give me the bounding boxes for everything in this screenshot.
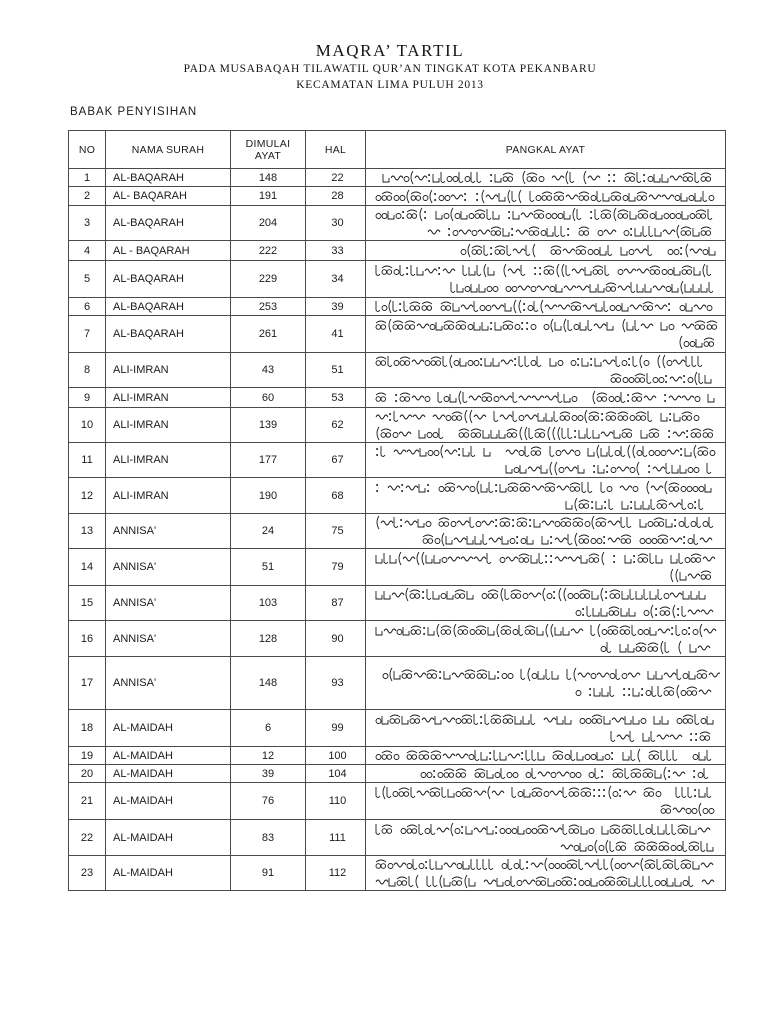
row-surah: AL-MAIDAH [106,710,231,747]
pangkal-ayat-script-line [374,409,720,424]
row-surah: AL-BAQARAH [106,298,231,316]
script-dots [399,303,670,311]
pangkal-ayat-script-line [374,263,720,278]
row-surah: AL-MAIDAH [106,856,231,891]
row-surah: ALI-IMRAN [106,353,231,388]
table-row [69,316,726,353]
row-no: 3 [69,206,106,241]
row-no: 13 [69,514,106,549]
row-hal: 30 [306,206,366,241]
table-row [69,783,726,820]
script-strokes [376,823,710,836]
script-strokes [376,714,713,725]
row-pangkal-ayat [366,206,726,241]
pangkal-ayat-script-line [419,224,719,239]
table-row [69,478,726,514]
row-surah: ANNISA' [106,514,231,549]
row-no: 16 [69,621,106,657]
table-row [69,298,726,316]
table-row [69,710,726,747]
row-pangkal-ayat [366,261,726,298]
pangkal-ayat-script-line [374,785,720,800]
row-pangkal-ayat [366,443,726,478]
row-pangkal-ayat [366,388,726,408]
row-surah: ALI-IMRAN [106,408,231,443]
script-dots [574,878,576,886]
table-row [69,514,726,549]
pangkal-ayat-script-line [654,568,719,583]
row-hal: 90 [306,621,366,657]
table-row [69,443,726,478]
row-ayat: 103 [231,586,306,621]
row-surah: AL-BAQARAH [106,206,231,241]
row-pangkal-ayat [366,586,726,621]
row-hal: 104 [306,765,366,783]
script-strokes [428,225,711,238]
row-pangkal-ayat [366,549,726,586]
script-strokes [680,336,714,349]
row-surah: ALI-IMRAN [106,443,231,478]
row-ayat: 91 [231,856,306,891]
row-pangkal-ayat [366,187,726,206]
script-dots [591,501,696,509]
header-nama-surah: NAMA SURAH [106,131,231,169]
pangkal-ayat-script-line [599,640,719,655]
pangkal-ayat-script-line [414,532,719,547]
row-ayat: 253 [231,298,306,316]
table-row [69,621,726,657]
document-subtitle-location: KECAMATAN LIMA PULUH 2013 [296,79,484,91]
script-strokes [671,569,711,582]
row-pangkal-ayat [366,169,726,187]
row-surah: ANNISA' [106,657,231,710]
script-strokes [376,875,714,888]
row-hal: 39 [306,298,366,316]
row-no: 8 [69,353,106,388]
row-ayat: 39 [231,765,306,783]
row-surah: AL- BAQARAH [106,187,231,206]
script-strokes [376,208,712,221]
row-hal: 28 [306,187,366,206]
script-dots [480,716,482,724]
row-ayat: 148 [231,657,306,710]
row-surah: AL-BAQARAH [106,261,231,298]
header-pangkal-ayat: PANGKAL AYAT [366,131,726,169]
row-no: 18 [69,710,106,747]
row-surah: ANNISA' [106,621,231,657]
script-strokes [566,498,703,511]
pangkal-ayat-script-line [659,802,719,817]
pangkal-ayat-script-line [609,371,719,386]
table-row [69,586,726,621]
table-row [69,241,726,261]
script-dots [480,358,630,366]
document-title: MAQRA’ TARTIL [315,41,465,60]
pangkal-ayat-script-line [374,170,720,185]
row-pangkal-ayat [366,514,726,549]
pangkal-ayat-script-line [374,551,720,566]
script-strokes [376,588,705,601]
row-no: 19 [69,747,106,765]
row-ayat: 60 [231,388,306,408]
table-row [69,169,726,187]
script-strokes [576,685,711,698]
row-ayat: 222 [231,241,306,261]
script-strokes [601,641,710,654]
row-no: 4 [69,241,106,261]
row-surah: ANNISA' [106,549,231,586]
script-strokes [376,264,711,277]
pangkal-ayat-script-line [374,748,720,763]
row-hal: 93 [306,657,366,710]
script-dots [665,375,685,383]
row-no: 15 [69,586,106,621]
row-no: 9 [69,388,106,408]
pangkal-ayat-script-line [504,461,719,476]
pangkal-ayat-script-line [374,426,720,441]
script-dots [690,733,697,741]
script-strokes [561,840,713,853]
pangkal-ayat-script-line [374,390,720,405]
row-hal: 111 [306,820,366,856]
row-no: 7 [69,316,106,353]
row-hal: 68 [306,478,366,514]
script-dots [461,826,497,834]
pangkal-ayat-script-line [374,189,720,204]
row-pangkal-ayat [366,621,726,657]
row-hal: 67 [306,443,366,478]
script-strokes [376,300,712,313]
row-no: 6 [69,298,106,316]
row-no: 1 [69,169,106,187]
row-ayat: 261 [231,316,306,353]
table-row [69,765,726,783]
row-ayat: 148 [231,169,306,187]
script-strokes [376,410,699,423]
pangkal-ayat-script-line [374,207,720,222]
row-pangkal-ayat [366,408,726,443]
row-surah: AL-MAIDAH [106,747,231,765]
script-strokes [376,858,713,871]
pangkal-ayat-script-line [374,480,720,495]
row-ayat: 83 [231,820,306,856]
row-ayat: 12 [231,747,306,765]
row-hal: 75 [306,514,366,549]
pangkal-ayat-script-line [374,587,720,602]
script-dots [434,193,478,201]
row-hal: 33 [306,241,366,261]
pangkal-ayat-script-line [374,299,720,314]
script-dots [389,413,671,421]
row-surah: AL-MAIDAH [106,783,231,820]
header-hal: HAL [306,131,366,169]
row-ayat: 139 [231,408,306,443]
script-strokes [376,190,714,203]
pangkal-ayat-script-line [374,874,720,889]
maqra-table [68,130,726,891]
header-no: NO [69,131,106,169]
pangkal-ayat-script-line [374,857,720,872]
script-strokes [506,462,711,475]
row-ayat: 43 [231,353,306,388]
script-dots [490,247,682,255]
row-surah: AL-BAQARAH [106,169,231,187]
table-row [69,206,726,241]
row-pangkal-ayat [366,241,726,261]
script-strokes [376,319,717,332]
table-row [69,657,726,710]
row-surah: ALI-IMRAN [106,478,231,514]
row-pangkal-ayat [366,747,726,765]
row-hal: 53 [306,388,366,408]
row-no: 12 [69,478,106,514]
row-ayat: 191 [231,187,306,206]
pangkal-ayat-script-line [564,497,719,512]
table-header-row [69,131,726,169]
script-strokes [388,481,711,494]
row-hal: 112 [306,856,366,891]
row-ayat: 76 [231,783,306,820]
row-pangkal-ayat [366,820,726,856]
script-strokes [421,767,708,780]
pangkal-ayat-script-line [374,712,720,727]
row-hal: 62 [306,408,366,443]
script-strokes [376,624,716,637]
row-no: 21 [69,783,106,820]
row-pangkal-ayat [366,298,726,316]
script-strokes [611,372,711,385]
pangkal-ayat-script-line [449,280,719,295]
pangkal-ayat-script-line [574,684,719,699]
document-subtitle: PADA MUSABAQAH TILAWATIL QUR’AN TINGKAT KOTA PEKANBARU [183,63,597,75]
row-no: 20 [69,765,106,783]
row-pangkal-ayat [366,856,726,891]
script-strokes [383,668,720,681]
row-ayat: 229 [231,261,306,298]
section-heading: BABAK PENYISIHAN [70,106,198,118]
table-row [69,820,726,856]
script-strokes [423,533,712,546]
row-pangkal-ayat [366,765,726,783]
row-hal: 34 [306,261,366,298]
script-dots [376,448,682,456]
row-no: 14 [69,549,106,586]
row-surah: AL-MAIDAH [106,765,231,783]
table-row [69,353,726,388]
script-strokes [377,427,713,440]
table-row [69,187,726,206]
row-surah: ANNISA' [106,586,231,621]
row-pangkal-ayat [366,316,726,353]
row-no: 5 [69,261,106,298]
row-pangkal-ayat [366,783,726,820]
script-strokes [661,803,714,816]
table-row [69,549,726,586]
row-no: 17 [69,657,106,710]
row-no: 11 [69,443,106,478]
script-strokes [376,786,711,799]
script-strokes [451,281,713,294]
script-dots [589,688,643,696]
pangkal-ayat-script-line [419,766,719,781]
row-surah: AL - BAQARAH [106,241,231,261]
row-surah: AL-BAQARAH [106,316,231,353]
script-dots [433,770,695,778]
script-strokes [377,516,713,529]
row-hal: 99 [306,710,366,747]
pangkal-ayat-script-line [574,604,719,619]
table-row [69,388,726,408]
row-surah: AL-MAIDAH [106,820,231,856]
pangkal-ayat-script-line [374,667,720,682]
script-dots [376,484,497,492]
pangkal-ayat-script-line [374,515,720,530]
row-ayat: 128 [231,621,306,657]
script-strokes [376,552,715,565]
pangkal-ayat-script-line [374,822,720,837]
row-hal: 41 [306,316,366,353]
table-row [69,408,726,443]
row-ayat: 204 [231,206,306,241]
row-no: 2 [69,187,106,206]
pangkal-ayat-script-line [374,354,720,369]
row-surah: ALI-IMRAN [106,388,231,408]
script-dots [593,465,650,473]
header-dimulai-ayat: DIMULAI AYAT [231,131,306,169]
pangkal-ayat-script-line [459,243,719,258]
pangkal-ayat-script-line [677,335,719,350]
row-ayat: 6 [231,710,306,747]
script-dots [400,519,676,527]
script-strokes [576,605,713,618]
row-ayat: 190 [231,478,306,514]
row-no: 23 [69,856,106,891]
row-pangkal-ayat [366,657,726,710]
row-ayat: 24 [231,514,306,549]
pangkal-ayat-script-line [374,623,720,638]
script-strokes [376,355,702,368]
pangkal-ayat-script-line [374,444,720,459]
table-row [69,261,726,298]
script-strokes [376,749,711,762]
row-hal: 51 [306,353,366,388]
table-row [69,747,726,765]
row-pangkal-ayat [366,353,726,388]
row-pangkal-ayat [366,478,726,514]
script-strokes [381,445,715,458]
script-strokes [461,244,715,257]
table-row [69,856,726,891]
script-strokes [383,171,711,184]
row-hal: 79 [306,549,366,586]
row-pangkal-ayat [366,710,726,747]
row-hal: 100 [306,747,366,765]
script-strokes [376,391,714,404]
pangkal-ayat-script-line [559,839,719,854]
row-no: 22 [69,820,106,856]
row-ayat: 51 [231,549,306,586]
pangkal-ayat-script-line [609,729,719,744]
row-ayat: 177 [231,443,306,478]
row-hal: 110 [306,783,366,820]
script-dots [489,752,613,760]
row-no: 10 [69,408,106,443]
row-hal: 22 [306,169,366,187]
pangkal-ayat-script-line [374,318,720,333]
row-hal: 87 [306,586,366,621]
